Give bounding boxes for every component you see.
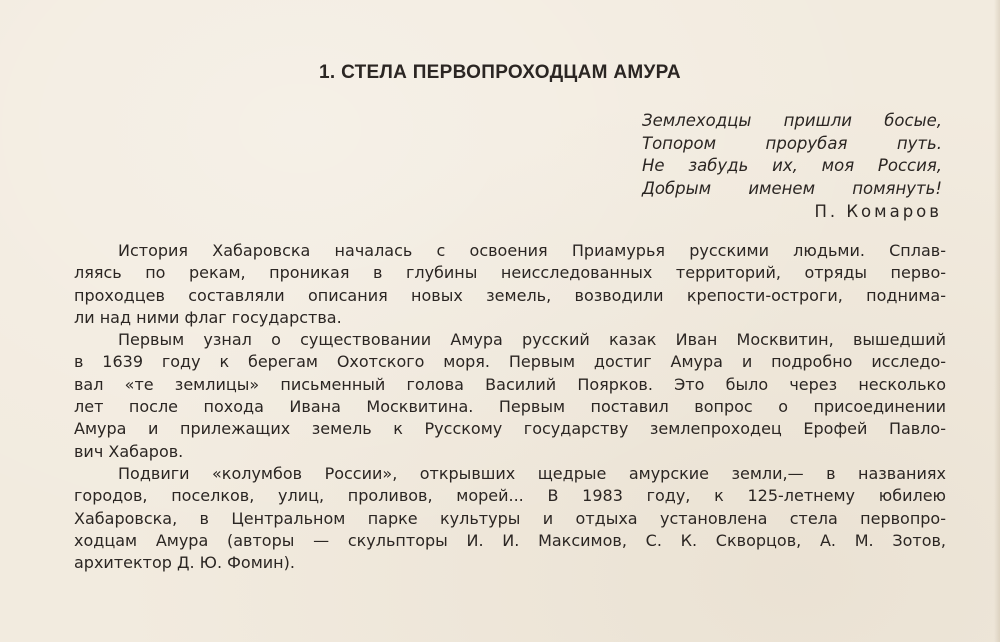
text-line: Подвиги «колумбов России», открывших щедрые амурские земли,— в названиях bbox=[118, 463, 946, 483]
text-line: вал «те землицы» письменный голова Василий Поярков. Это было через несколько bbox=[74, 374, 946, 394]
text-line: лет после похода Ивана Москвитина. Первым поставил вопрос о присоединении bbox=[74, 397, 946, 417]
text-line: Хабаровска, в Центральном парке культуры и отдыха установлена стела первопро- bbox=[74, 508, 946, 528]
page-edge-shadow bbox=[994, 0, 1000, 642]
paragraph bbox=[74, 240, 946, 329]
epigraph-line: Землеходцы пришли босые, bbox=[642, 111, 942, 130]
text-line: История Хабаровска началась с освоения Приамурья русскими людьми. Сплав- bbox=[118, 241, 946, 260]
epigraph-author: П. Комаров bbox=[814, 202, 942, 221]
text-line: ляясь по рекам, проникая в глубины неисследованных территорий, отряды перво- bbox=[74, 263, 946, 283]
epigraph bbox=[642, 110, 942, 224]
text-line: вич Хабаров. bbox=[74, 441, 184, 461]
text-line: ходцам Амура (авторы — скульпторы И. И. Максимов, С. К. Скворцов, А. М. Зотов, bbox=[74, 530, 946, 550]
paragraph bbox=[74, 329, 946, 463]
page-title: 1. СТЕЛА ПЕРВОПРОХОДЦАМ АМУРА bbox=[319, 62, 681, 83]
text-line: ли над ними флаг государства. bbox=[74, 307, 342, 327]
text-line: в 1639 году к берегам Охотского моря. Первым достиг Амура и подробно исследо- bbox=[74, 352, 946, 372]
text-line: проходцев составляли описания новых земель, возводили крепости-остроги, поднима- bbox=[74, 285, 946, 305]
epigraph-line: Добрым именем помянуть! bbox=[642, 178, 942, 198]
body-text bbox=[74, 240, 946, 574]
epigraph-line: Топором прорубая путь. bbox=[642, 133, 942, 153]
text-line: архитектор Д. Ю. Фомин). bbox=[74, 553, 295, 573]
text-line: Амура и прилежащих земель к Русскому государству землепроходец Ерофей Павло- bbox=[74, 419, 946, 439]
text-line: Первым узнал о существовании Амура русский казак Иван Москвитин, вышедший bbox=[118, 330, 946, 350]
paragraph bbox=[74, 463, 946, 574]
epigraph-line: Не забудь их, моя Россия, bbox=[642, 156, 942, 175]
text-line: городов, поселков, улиц, проливов, морей... В 1983 году, к 125-летнему юбилею bbox=[74, 486, 946, 506]
